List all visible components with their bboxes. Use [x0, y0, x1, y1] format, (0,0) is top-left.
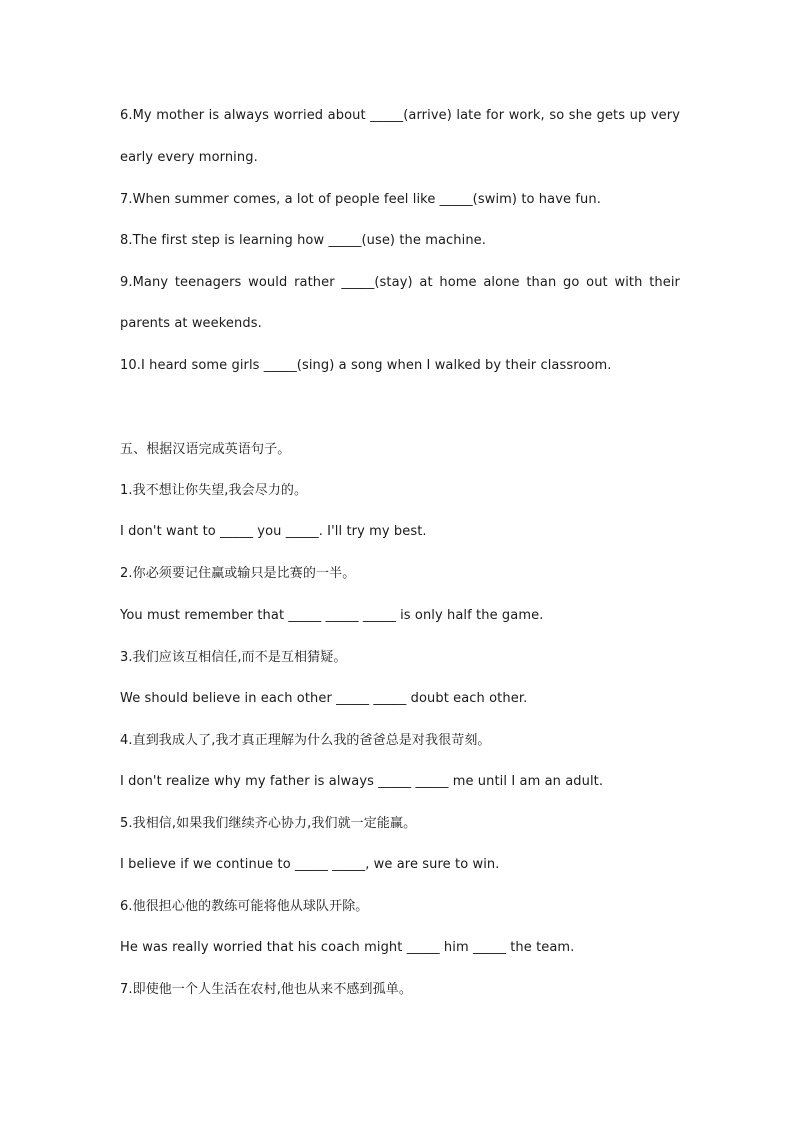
section-heading-part5: 五、根据汉语完成英语句子。 [120, 442, 291, 457]
question-9-line-1: 9.Many teenagers would rather _____(stay) at home alone than go out with their [120, 275, 680, 290]
question-6-line-1: 6.My mother is always worried about _____(arrive) late for work, so she gets up very [120, 108, 680, 123]
question-7: 7.When summer comes, a lot of people feel like _____(swim) to have fun. [120, 192, 601, 207]
item-1-english: I don't want to _____ you _____. I'll try my best. [120, 524, 427, 539]
question-6-line-2: early every morning. [120, 150, 258, 165]
item-7-chinese: 7.即使他一个人生活在农村,他也从来不感到孤单。 [120, 982, 412, 997]
item-2-english: You must remember that _____ _____ _____ is only half the game. [120, 608, 544, 623]
item-4-chinese: 4.直到我成人了,我才真正理解为什么我的爸爸总是对我很苛刻。 [120, 733, 491, 748]
item-5-english: I believe if we continue to _____ _____, we are sure to win. [120, 857, 500, 872]
item-3-chinese: 3.我们应该互相信任,而不是互相猜疑。 [120, 650, 347, 665]
item-5-chinese: 5.我相信,如果我们继续齐心协力,我们就一定能赢。 [120, 816, 417, 831]
item-4-english: I don't realize why my father is always _____ _____ me until I am an adult. [120, 774, 604, 789]
item-6-chinese: 6.他很担心他的教练可能将他从球队开除。 [120, 899, 369, 914]
item-1-chinese: 1.我不想让你失望,我会尽力的。 [120, 483, 308, 498]
item-3-english: We should believe in each other _____ _____ doubt each other. [120, 691, 528, 706]
item-2-chinese: 2.你必须要记住赢或输只是比赛的一半。 [120, 566, 356, 581]
item-6-english: He was really worried that his coach might _____ him _____ the team. [120, 940, 575, 955]
question-8: 8.The first step is learning how _____(use) the machine. [120, 233, 486, 248]
question-10: 10.I heard some girls _____(sing) a song when I walked by their classroom. [120, 358, 612, 373]
question-9-line-2: parents at weekends. [120, 316, 262, 331]
